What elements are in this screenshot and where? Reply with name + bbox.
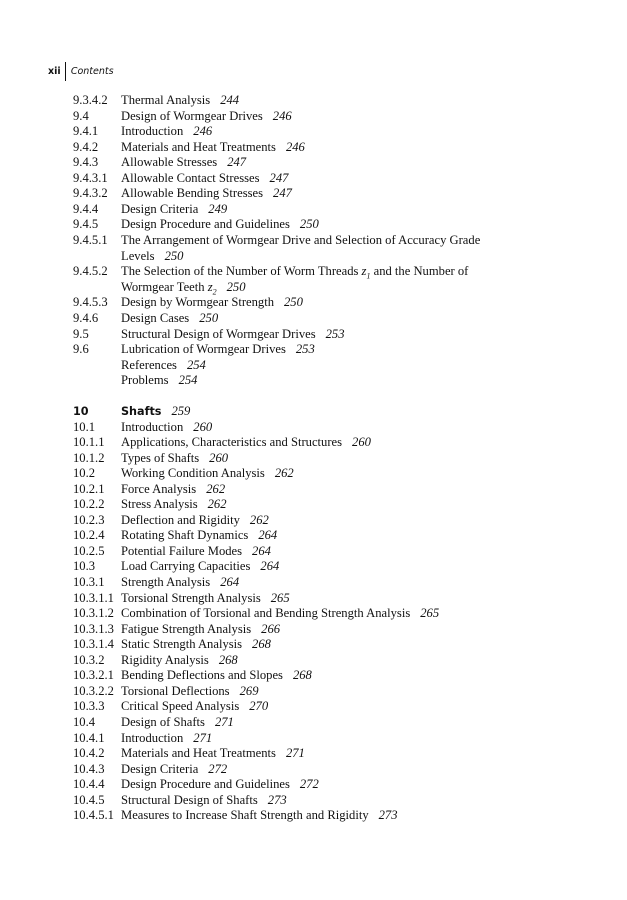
section-title: Contents [70,65,114,77]
table-of-contents: 9.3.4.2 Thermal Analysis 244 9.4 Design of Wormgear Drives 246 9.4.1 Introduction 246 9.4.2 Materials and Heat Treatments 246 9.4.3 Allowable Stresses 247 9.4.3.1 Allowable Contact Stresses 247 9.4.3.2 Allowable Bending Stresses 247 9.4.4 Design Criteria 249 9.4.5 Design Procedure and Guidelines 250 9.4.5.1 The Arrangement of Wormgear Drive and Selection of Accuracy Grade Levels 250 9.4.5.2 The Selection of the Number of Worm Threads $z_1$ and the Number of Wormgear Teeth $z_2$ 250 9.4.5.3 Design by Wormgear Strength 250 9.4.6 Design Cases 250 9.5 Structural Design of Wormgear Drives 253 9.6 Lubrication of Wormgear Drives 253 References 254 Problems 254 10 Shafts 259 10.1 Introduction 260 10.1.1 Applications, Characteristics and Structures 260 10.1.2 Types of Shafts 260 10.2 Working Condition Analysis 262 10.2.1 Force Analysis 262 10.2.2 Stress Analysis 262 10.2.3 Deflection and Rigidity 262 10.2.4 Rotating Shaft Dynamics 264 10.2.5 Potential Failure Modes 264 10.3 Load Carrying Capacities 264 10.3.1 Strength Analysis 264 10.3.1.1 Torsional Strength Analysis 265 10.3.1.2 Combination of Torsional and Bending Strength Analysis 265 10.3.1.3 Fatigue Strength Analysis 266 10.3.1.4 Static Strength Analysis 268 10.3.2 Rigidity Analysis 268 10.3.2.1 Bending Deflections and Slopes 268 10.3.2.2 Torsional Deflections 269 10.3.3 Critical Speed Analysis 270 10.4 Design of Shafts 271 10.4.1 Introduction 271 10.4.2 Materials and Heat Treatments 271 10.4.3 Design Criteria 272 10.4.4 Design Procedure and Guidelines 272 10.4.5 Structural Design of Shafts 273 10.4.5.1 Measures to Increase Shaft Strength and Rigidity 273 [73,93,481,822]
page-number: xii [48,65,61,77]
